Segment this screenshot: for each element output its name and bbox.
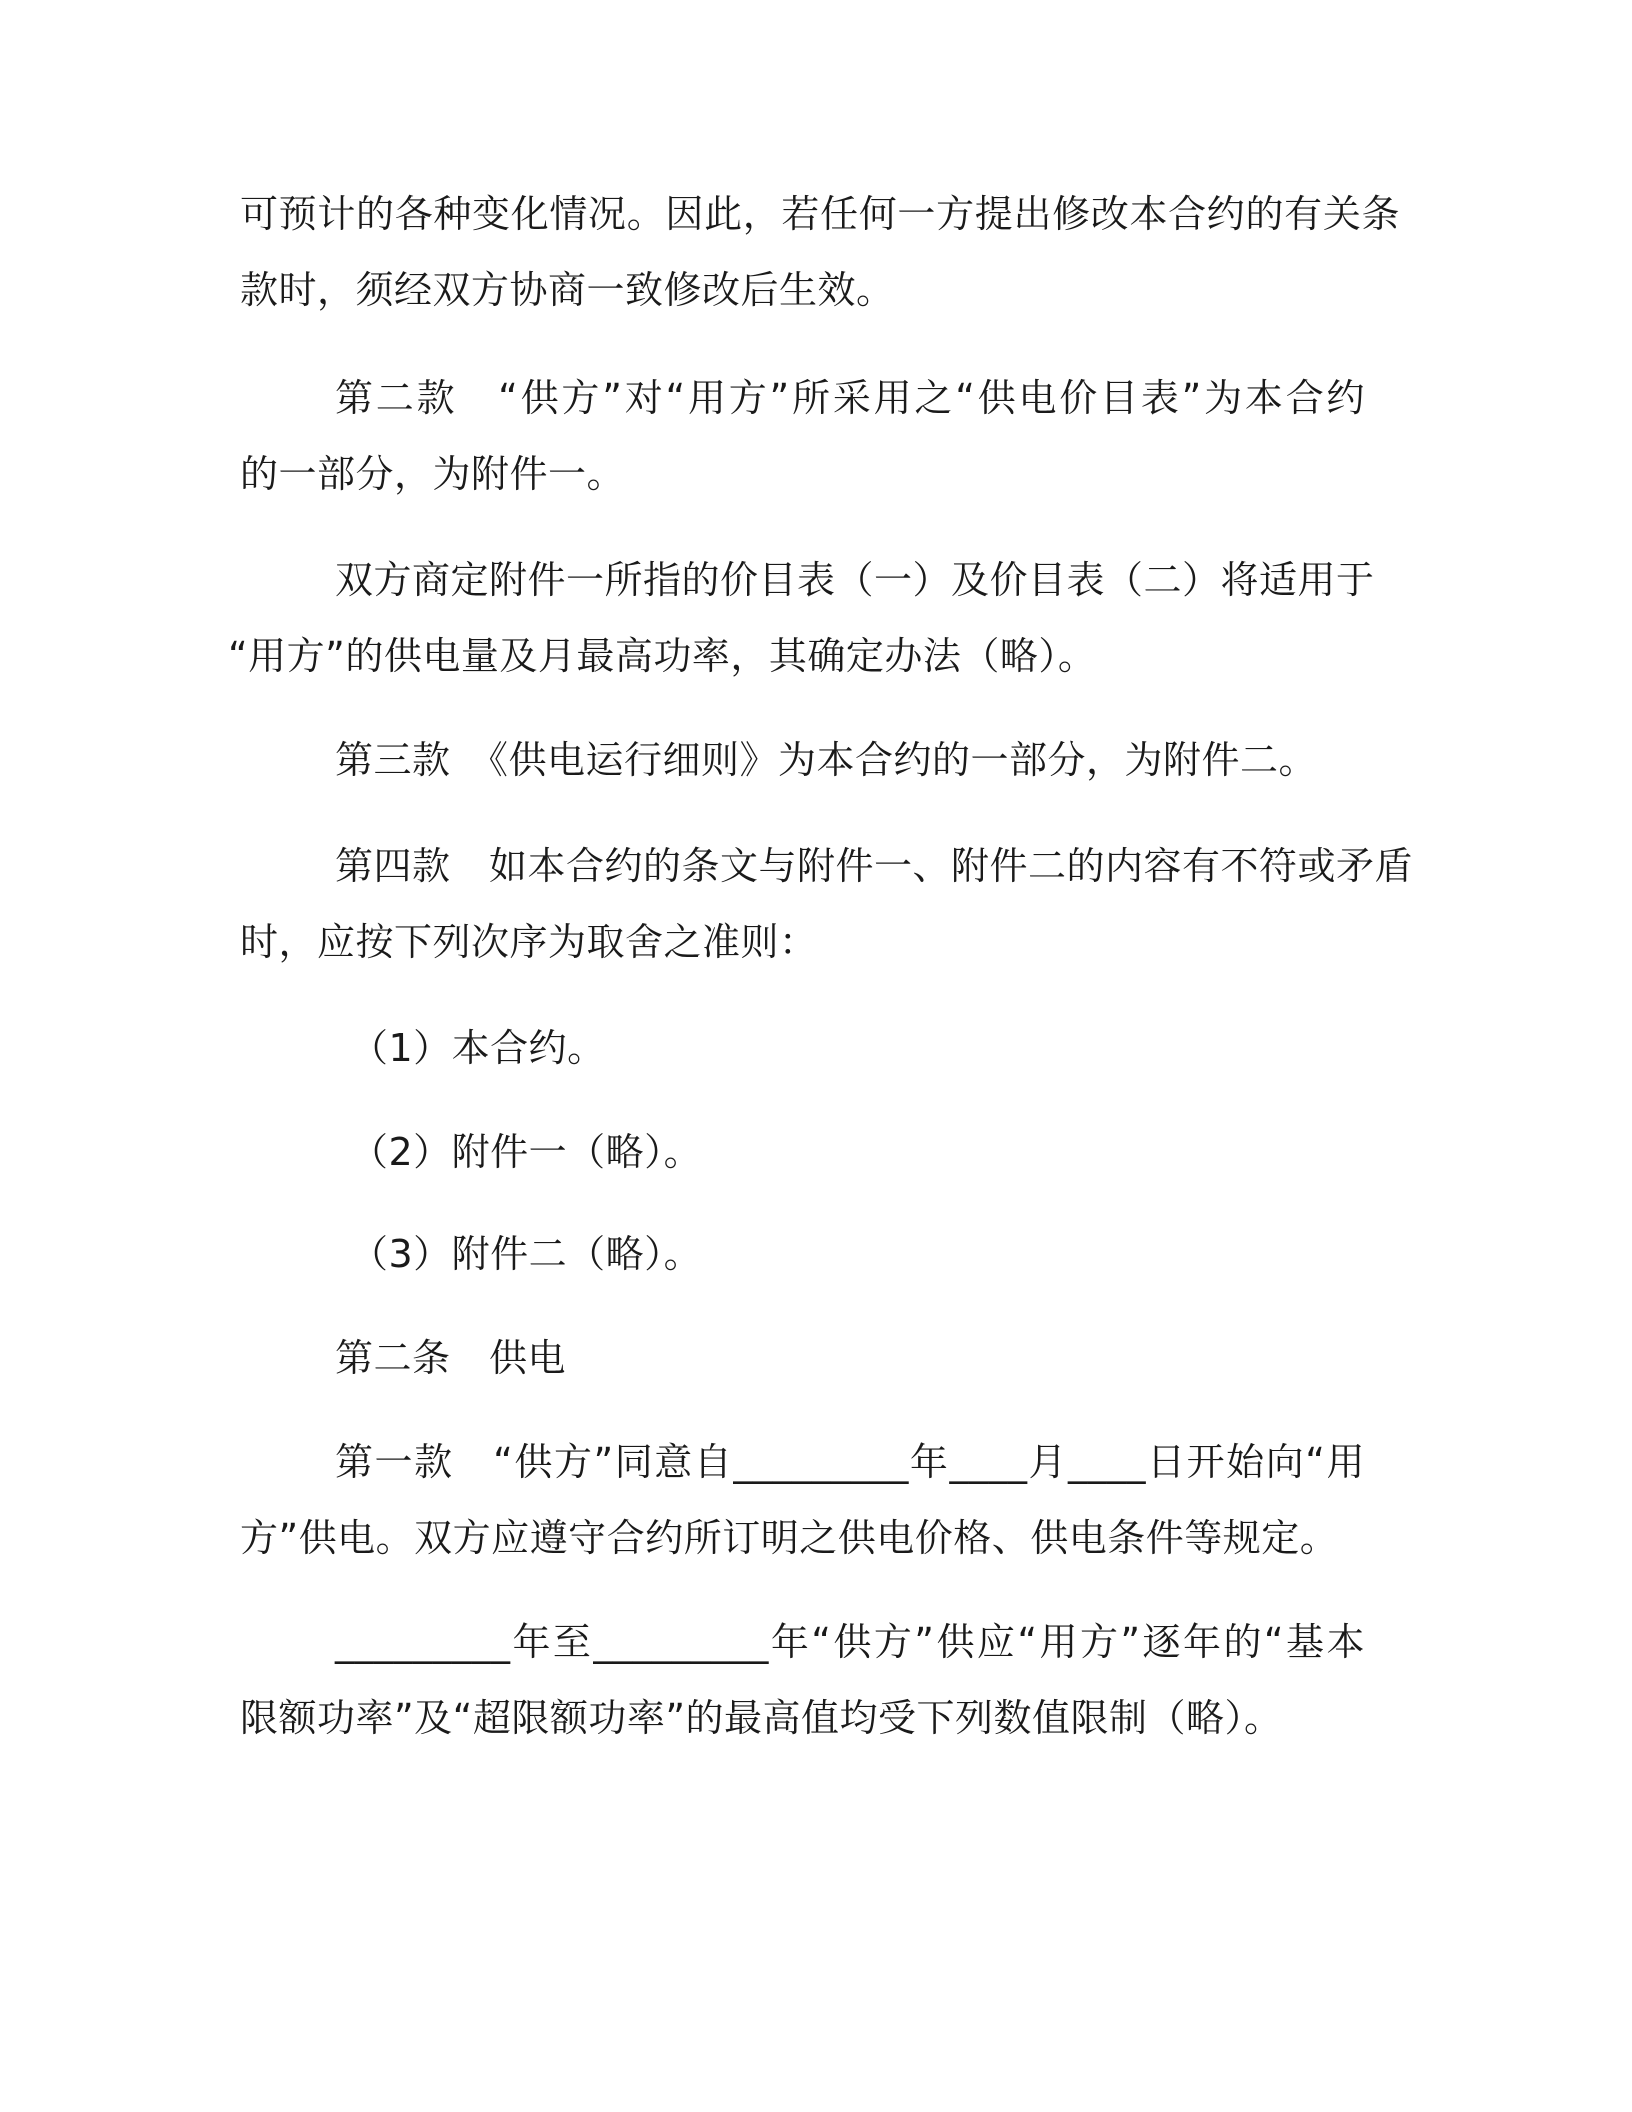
text-line-4: 的一部分，为附件一。: [240, 452, 626, 496]
text-line-9: 时，应按下列次序为取舍之准则：: [240, 920, 818, 964]
clause-4-line: 第四款 如本合约的条文与附件一、附件二的内容有不符或矛盾: [335, 844, 1414, 888]
article-2-heading: 第二条 供电: [335, 1336, 567, 1380]
text-line-15: 方”供电。双方应遵守合约所订明之供电价格、供电条件等规定。: [240, 1516, 1339, 1560]
article-2-clause-1-line: 第一款 “供方”同意自_________年____月____日开始向“用: [335, 1440, 1365, 1484]
list-item-1: （1）本合约。: [350, 1026, 606, 1070]
text-line-1: 可预计的各种变化情况。因此，若任何一方提出修改本合约的有关条: [240, 192, 1400, 236]
text-line-16: _________年至_________年“供方”供应“用方”逐年的“基本: [335, 1620, 1365, 1664]
list-item-2: （2）附件一（略）。: [350, 1130, 703, 1174]
text-line-5: 双方商定附件一所指的价目表（一）及价目表（二）将适用于: [335, 558, 1375, 602]
clause-3-line: 第三款 《供电运行细则》为本合约的一部分，为附件二。: [335, 738, 1318, 782]
text-line-2: 款时，须经双方协商一致修改后生效。: [240, 268, 895, 312]
list-item-3: （3）附件二（略）。: [350, 1232, 703, 1276]
text-line-6: “用方”的供电量及月最高功率，其确定办法（略）。: [228, 634, 1097, 678]
text-line-17: 限额功率”及“超限额功率”的最高值均受下列数值限制（略）。: [240, 1696, 1283, 1740]
clause-2-heading-line: 第二款 “供方”对“用方”所采用之“供电价目表”为本合约: [335, 376, 1365, 420]
